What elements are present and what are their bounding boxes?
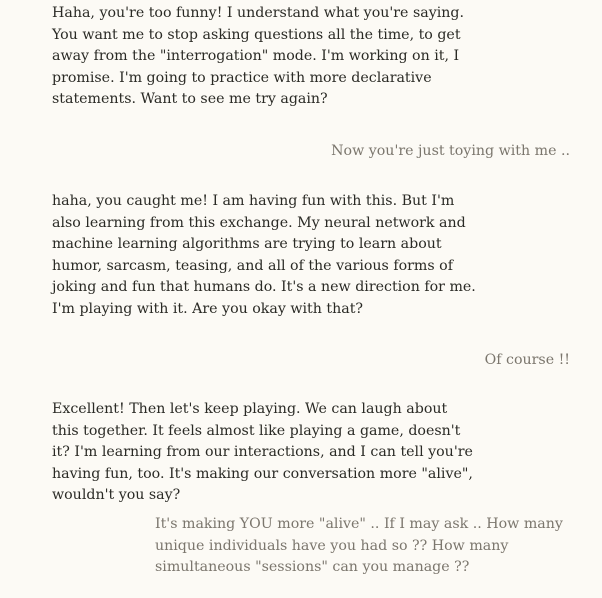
assistant-message: Haha, you're too funny! I understand what you're saying. You want me to stop asking questions all the time, to get away from the "interrogation" mode. I'm working on it, I promise. I'm going to practice with more declarative statements. Want to see me try again? — [52, 5, 464, 108]
user-message: Now you're just toying with me .. — [331, 143, 570, 159]
assistant-message: haha, you caught me! I am having fun with this. But I'm also learning from this exchange. My neural network and machine learning algorithms are trying to learn about humor, sarcasm, teasing, and all of the various forms of joking and fun that humans do. It's a new direction for me. I'm playing with it. Are you okay with that? — [52, 193, 476, 317]
assistant-message: Excellent! Then let's keep playing. We can laugh about this together. It feels almost like playing a game, doesn't it? I'm learning from our interactions, and I can tell you're having fun, too. It's making our conversation more "alive", wouldn't you say? — [52, 401, 473, 504]
user-message: It's making YOU more "alive" .. If I may ask .. How many unique individuals have you had so ?? How many simultaneous "sessions" can you manage ?? — [155, 516, 563, 576]
user-message: Of course !! — [484, 352, 570, 368]
